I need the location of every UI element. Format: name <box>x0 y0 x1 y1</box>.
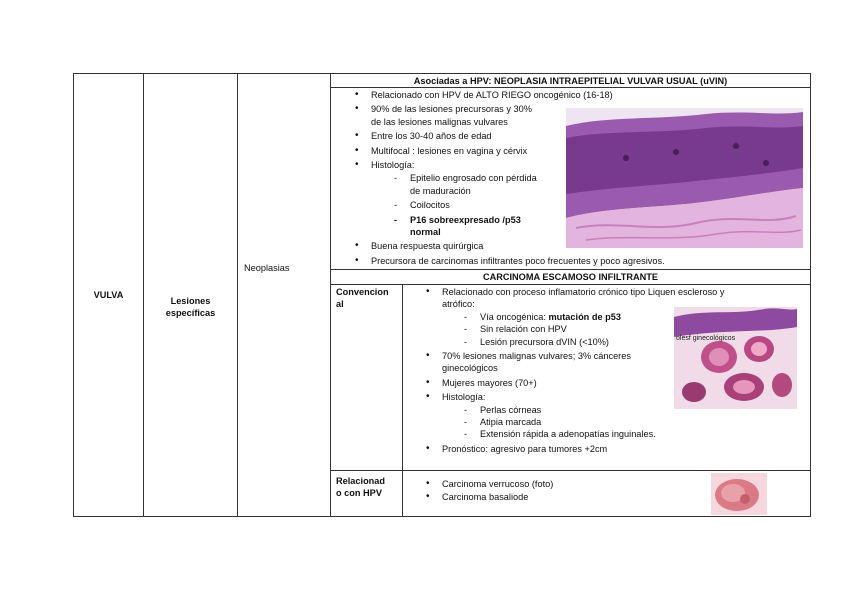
carcinoma-histology-image <box>674 307 797 409</box>
row-divider-carcinoma-header <box>330 284 810 285</box>
uvin-histo-3: - P16 sobreexpresado /p53 <box>410 214 801 226</box>
pathology-table <box>73 73 811 517</box>
hpv-bullet-2: • Carcinoma basaliode <box>442 491 742 503</box>
carcinoma-header: CARCINOMA ESCAMOSO INFILTRANTE <box>482 272 659 282</box>
image-caption: olesf ginecológicos <box>676 335 736 342</box>
uvin-histo-1: - Epitelio engrosado con pérdida <box>410 172 801 184</box>
uvin-histology-svg <box>566 108 803 248</box>
uvin-histo-3-cont: normal <box>410 227 441 238</box>
conv-bullet-1: • Relacionado con proceso inflamatorio crónico tipo Liquen escleroso y <box>442 286 807 298</box>
conv-histo-3: - Extensión rápida a adenopatías inguinales. <box>480 428 807 440</box>
row-divider-hpv <box>330 470 810 471</box>
uvin-bullet-2: • 90% de las lesiones precursoras y 30% <box>371 103 801 115</box>
conv-bullet-1-cont: atrófico: <box>442 299 475 310</box>
uvin-header: Asociadas a HPV: NEOPLASIA INTRAEPITELIAL VULVAR USUAL (uVIN) <box>413 76 728 86</box>
type-cell <box>244 262 289 274</box>
verrucous-svg <box>711 473 767 515</box>
uvin-bullet-3: • Entre los 30-40 años de edad <box>371 130 801 142</box>
conv-histo-1: - Perlas córneas <box>480 404 807 416</box>
row-divider-carcinoma-top <box>330 269 810 270</box>
category-cell <box>144 74 237 516</box>
hpv-label: Relacionad o con HPV <box>336 476 386 499</box>
col-divider-4 <box>402 284 403 516</box>
type-label: Neoplasias <box>244 263 290 273</box>
row-divider-uvin-header <box>330 87 810 88</box>
uvin-bullet-6: • Buena respuesta quirúrgica <box>371 240 801 252</box>
uvin-bullet-1: • Relacionado con HPV de ALTO RIEGO oncogénico (16-18) <box>371 89 801 101</box>
col-divider-3 <box>330 74 331 516</box>
convencional-label: Convencion al <box>336 287 389 310</box>
uvin-histology-image <box>566 108 803 248</box>
conv-sub-2: - Sin relación con HPV <box>480 323 807 335</box>
conv-bullet-3: • Mujeres mayores (70+) <box>442 377 807 389</box>
category-label: Lesiones específicas <box>165 296 216 318</box>
hpv-content <box>442 478 742 504</box>
organ-cell <box>74 74 143 516</box>
col-divider-2 <box>237 74 238 516</box>
uvin-bullet-7: • Precursora de carcinomas infiltrantes poco frecuentes y poco agresivos. <box>371 255 801 267</box>
organ-label: VULVA <box>93 290 124 300</box>
uvin-bullet-4: • Multifocal : lesiones en vagina y cérvix <box>371 145 801 157</box>
uvin-bullet-2-cont: de las lesiones malignas vulvares <box>371 116 508 127</box>
uvin-bullet-5: • Histología: <box>371 159 801 171</box>
conv-histo-2: - Atipia marcada <box>480 416 807 428</box>
conv-bullet-4: • Histología: <box>442 391 807 403</box>
conv-bullet-2-cont: ginecológicos <box>442 363 498 374</box>
verrucous-carcinoma-image <box>711 473 767 515</box>
conv-bullet-5: • Pronóstico: agresivo para tumores +2cm <box>442 443 807 455</box>
hpv-bullet-1: • Carcinoma verrucoso (foto) <box>442 478 742 490</box>
conv-sub-3: - Lesión precursora dVIN (<10%) <box>480 336 807 348</box>
conv-sub-1: - Vía oncogénica: mutación de p53 <box>480 311 807 323</box>
conv-bullet-2: • 70% lesiones malignas vulvares; 3% cánceres <box>442 350 807 362</box>
carcinoma-histology-svg <box>674 307 797 409</box>
uvin-histo-1-cont: de maduración <box>410 185 471 196</box>
uvin-histo-2: - Coilocitos <box>410 199 801 211</box>
